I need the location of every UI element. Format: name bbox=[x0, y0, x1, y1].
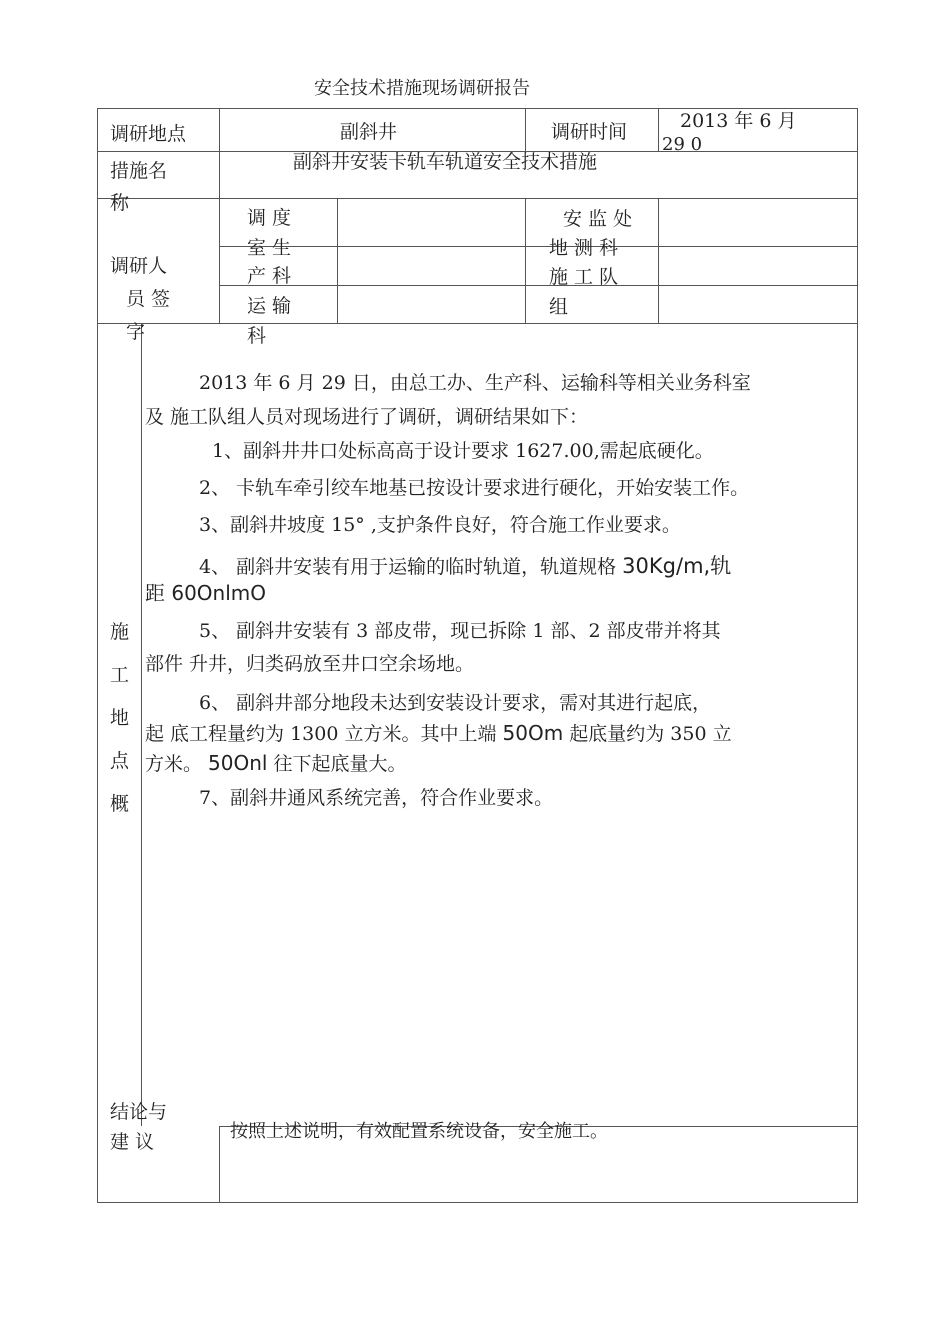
overview-item-6-line2 bbox=[145, 719, 732, 746]
measure-label-line1: 措施名 bbox=[110, 160, 168, 182]
overview-item-3: 3、副斜井坡度 15° ,支护条件良好，符合施工作业要求。 bbox=[199, 514, 681, 536]
page-title: 安全技术措施现场调研报告 bbox=[314, 78, 530, 99]
row-divider-3 bbox=[97, 323, 857, 324]
overview-intro-line2: 及 施工队组人员对现场进行了调研，调研结果如下： bbox=[145, 406, 589, 428]
overview-item-6-line3-c: 往下起底量大。 bbox=[267, 753, 407, 775]
col-divider-label bbox=[219, 108, 220, 324]
overview-item-4-text: 4、 副斜井安装有用于运输的临时轨道，轨道规格 bbox=[199, 556, 623, 578]
dept-production: 产 科 bbox=[247, 265, 292, 287]
time-value-line1: 2013 年 6 月 bbox=[680, 110, 797, 132]
col-divider-time-value bbox=[658, 108, 659, 152]
personnel-label-line3: 字 bbox=[126, 321, 146, 343]
dept-safety: 安 监 处 bbox=[563, 208, 633, 230]
col-divider-conclusion bbox=[219, 1126, 220, 1203]
table-right-border bbox=[857, 108, 858, 1203]
time-value-line2: 29 0 bbox=[662, 134, 703, 155]
overview-item-6-line3-b: 50Onl bbox=[208, 751, 268, 775]
measure-value: 副斜井安装卡轨车轨道安全技术措施 bbox=[293, 151, 598, 173]
conclusion-label-line1: 结论与 bbox=[110, 1101, 168, 1123]
overview-side-char-4: 点 bbox=[110, 750, 130, 772]
overview-side-char-2: 工 bbox=[110, 664, 130, 686]
overview-item-6-line2-b: 50Om bbox=[502, 721, 564, 745]
overview-side-char-3: 地 bbox=[110, 707, 130, 729]
col-divider-dept-left bbox=[337, 198, 338, 324]
overview-item-2: 2、 卡轨车牵引绞车地基已按设计要求进行硬化，开始安装工作。 bbox=[199, 477, 750, 499]
measure-label-line2: 称 bbox=[110, 192, 130, 214]
table-bottom-border bbox=[97, 1202, 857, 1203]
overview-item-5-line1: 5、 副斜井安装有 3 部皮带，现已拆除 1 部、2 部皮带并将其 bbox=[199, 620, 721, 642]
overview-item-4-line1 bbox=[199, 550, 731, 580]
dept-team-line2: 组 bbox=[549, 296, 569, 318]
overview-side-char-1: 施 bbox=[110, 621, 130, 643]
col-divider-overview bbox=[141, 323, 142, 1126]
personnel-divider-1 bbox=[219, 246, 857, 247]
overview-side-char-5: 概 bbox=[110, 793, 130, 815]
dept-team-line1: 施 工 队 bbox=[549, 266, 619, 288]
location-label: 调研地点 bbox=[110, 123, 187, 145]
col-divider-dept-mid bbox=[525, 198, 526, 324]
dept-transport-line2: 科 bbox=[247, 325, 267, 347]
overview-item-4-spec: 30Kg/m,轨 bbox=[622, 554, 732, 578]
overview-item-7: 7、副斜井通风系统完善，符合作业要求。 bbox=[199, 787, 554, 809]
overview-item-4-line2: 距 60OnlmO bbox=[145, 581, 267, 605]
col-divider-time-label bbox=[525, 108, 526, 152]
dept-dispatch-line2: 室 生 bbox=[247, 237, 292, 259]
overview-item-6-line1: 6、 副斜井部分地段未达到安装设计要求，需对其进行起底， bbox=[199, 692, 712, 714]
dept-transport-line1: 运 输 bbox=[247, 295, 292, 317]
personnel-label-line1: 调研人 bbox=[110, 255, 168, 277]
overview-item-6-line3-a: 方米。 bbox=[145, 753, 209, 775]
location-value: 副斜井 bbox=[340, 121, 398, 143]
time-label: 调研时间 bbox=[551, 121, 628, 143]
conclusion-label-line2: 建 议 bbox=[110, 1131, 155, 1153]
row-divider-2 bbox=[97, 198, 857, 199]
overview-item-6-line3 bbox=[145, 749, 407, 776]
personnel-divider-2 bbox=[219, 285, 857, 286]
col-divider-dept-right bbox=[658, 198, 659, 324]
dept-survey: 地 测 科 bbox=[549, 237, 619, 259]
overview-item-5-line2: 部件 升井，归类码放至井口空余场地。 bbox=[145, 653, 475, 675]
dept-dispatch-line1: 调 度 bbox=[247, 207, 292, 229]
overview-item-6-line2-c: 起底量约为 350 立 bbox=[563, 723, 732, 745]
overview-item-6-line2-a: 起 底工程量约为 1300 立方米。其中上端 bbox=[145, 723, 503, 745]
overview-item-1: 1、副斜井井口处标高高于设计要求 1627.00,需起底硬化。 bbox=[212, 440, 714, 462]
conclusion-text: 按照上述说明，有效配置系统设备，安全施工。 bbox=[230, 1121, 608, 1142]
table-left-border bbox=[97, 108, 98, 1203]
overview-intro-line1: 2013 年 6 月 29 日，由总工办、生产科、运输科等相关业务科室 bbox=[199, 372, 751, 394]
personnel-label-line2: 员 签 bbox=[126, 288, 171, 310]
